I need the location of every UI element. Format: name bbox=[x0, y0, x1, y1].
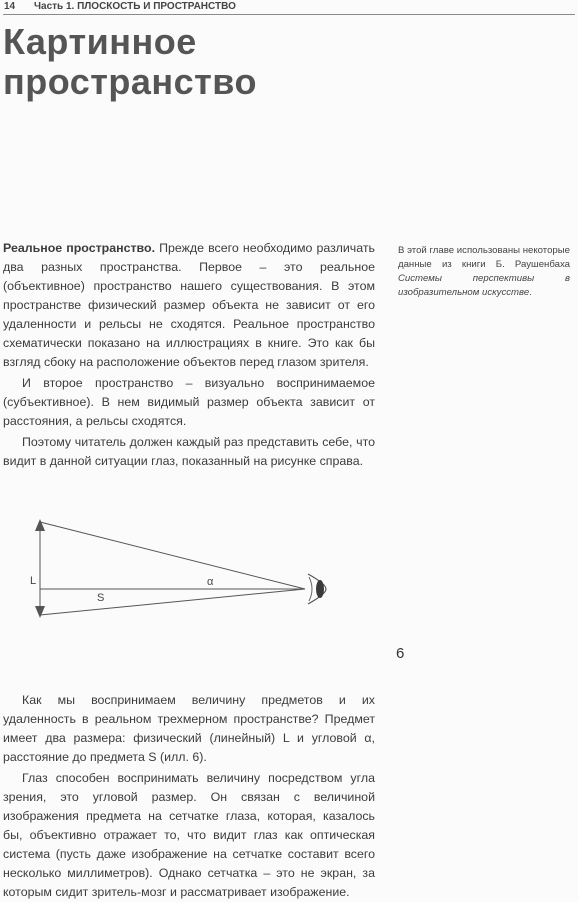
paragraph-text: Прежде всего необходимо различать два разных пространства. Первое – это реальное (объективное) пространство нашего существования. В этом пространстве физический размер объекта не зависит от его удаленности и рельсы не сходятся. Реальное пространство схематически показано на иллюстрациях в книге. Это как бы взгляд сбоку на расположение объектов перед глазом зрителя. bbox=[3, 241, 376, 369]
paragraph: Поэтому читатель должен каждый раз представить себе, что видит в данной ситуации глаз, показанный на рисунке справа. bbox=[3, 435, 375, 468]
arrow-up-icon bbox=[35, 519, 45, 531]
body-section-2 bbox=[3, 691, 375, 902]
eye-icon bbox=[308, 574, 326, 604]
page-number: 14 bbox=[4, 1, 16, 12]
label-L: L bbox=[30, 575, 37, 587]
margin-note bbox=[398, 244, 570, 300]
chapter-title-line-1: Картинное bbox=[3, 21, 197, 62]
body-section-1 bbox=[3, 239, 375, 471]
arrow-down-icon bbox=[35, 606, 45, 618]
margin-note-text: В этой главе использованы некоторые данные из книги Б. Раушенбаха bbox=[398, 245, 570, 270]
margin-note-end: . bbox=[529, 287, 532, 298]
label-S: S bbox=[97, 592, 105, 604]
chapter-title bbox=[3, 22, 257, 102]
running-title: Часть 1. ПЛОСКОСТЬ И ПРОСТРАНСТВО bbox=[34, 1, 236, 12]
margin-note-book-title: Системы перспективы в изобразительном искусстве bbox=[398, 273, 570, 298]
sight-line-top bbox=[40, 522, 305, 589]
label-alpha: α bbox=[207, 576, 214, 588]
sight-line-bottom bbox=[40, 589, 305, 615]
running-header bbox=[3, 0, 575, 15]
figure-number: 6 bbox=[396, 645, 405, 662]
paragraph-lead: Реальное пространство. bbox=[3, 241, 156, 255]
perspective-diagram bbox=[0, 500, 360, 620]
paragraph: Как мы воспринимаем величину предметов и их удаленность в реальном трехмерном пространстве? Предмет имеет два размера: физический (линейный) L и угловой α, расстояние до предмета S (илл. 6). bbox=[3, 693, 375, 764]
paragraph: Глаз способен воспринимать величину посредством угла зрения, это угловой размер. Он связан с величиной изображения предмета на сетчатке глаза, которая, казалось бы, объективно отражает то, что видит глаз как оптическая система (пусть даже изображение на сетчатке составит всего несколько миллиметров). Однако сетчатка – это не экран, за которым сидит зритель-мозг и рассматривает изображение. bbox=[3, 771, 375, 899]
paragraph bbox=[3, 239, 375, 372]
chapter-title-line-2: пространство bbox=[3, 61, 257, 102]
paragraph: И второе пространство – визуально воспринимаемое (субъективное). В нем видимый размер объекта зависит от расстояния, а рельсы сходятся. bbox=[3, 376, 375, 428]
